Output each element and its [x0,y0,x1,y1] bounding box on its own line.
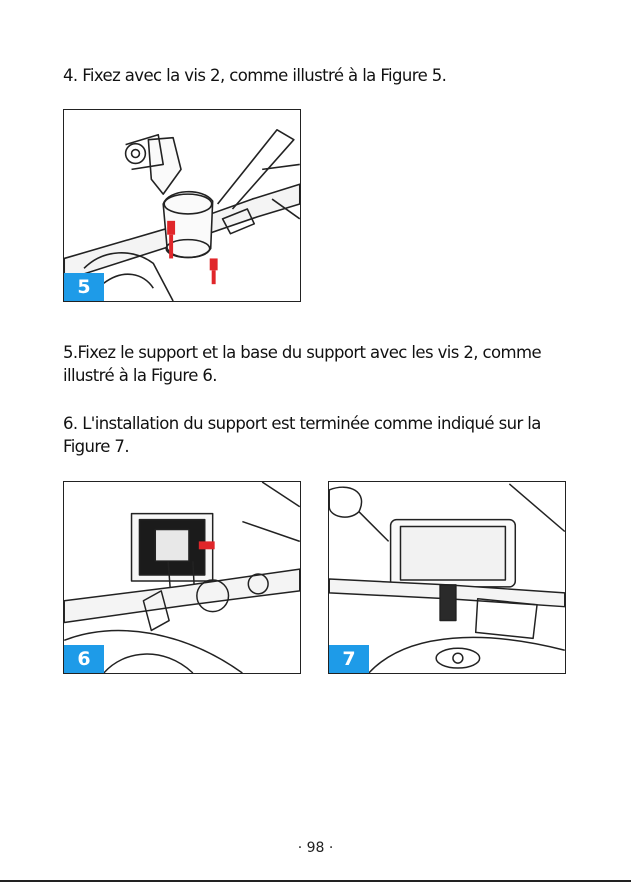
step-4-instruction: 4. Fixez avec la vis 2, comme illustré à la Figure 5. [63,66,447,85]
figure-6-label: 6 [64,645,104,673]
red-screw [199,541,215,549]
figure-5-label: 5 [64,273,104,301]
step-5-instruction: 5.Fixez le support et la base du support avec les vis 2, comme illustré à la Figure 6. [63,343,542,385]
figure-7-label: 7 [329,645,369,673]
step-6-instruction: 6. L'installation du support est terminée comme indiqué sur la Figure 7. [63,414,541,456]
figure-5-illustration [63,109,301,302]
bottom-rule [0,880,631,882]
figure-6-illustration [63,481,301,674]
page-number: · 98 · [297,840,334,856]
figure-7-illustration [328,481,566,674]
